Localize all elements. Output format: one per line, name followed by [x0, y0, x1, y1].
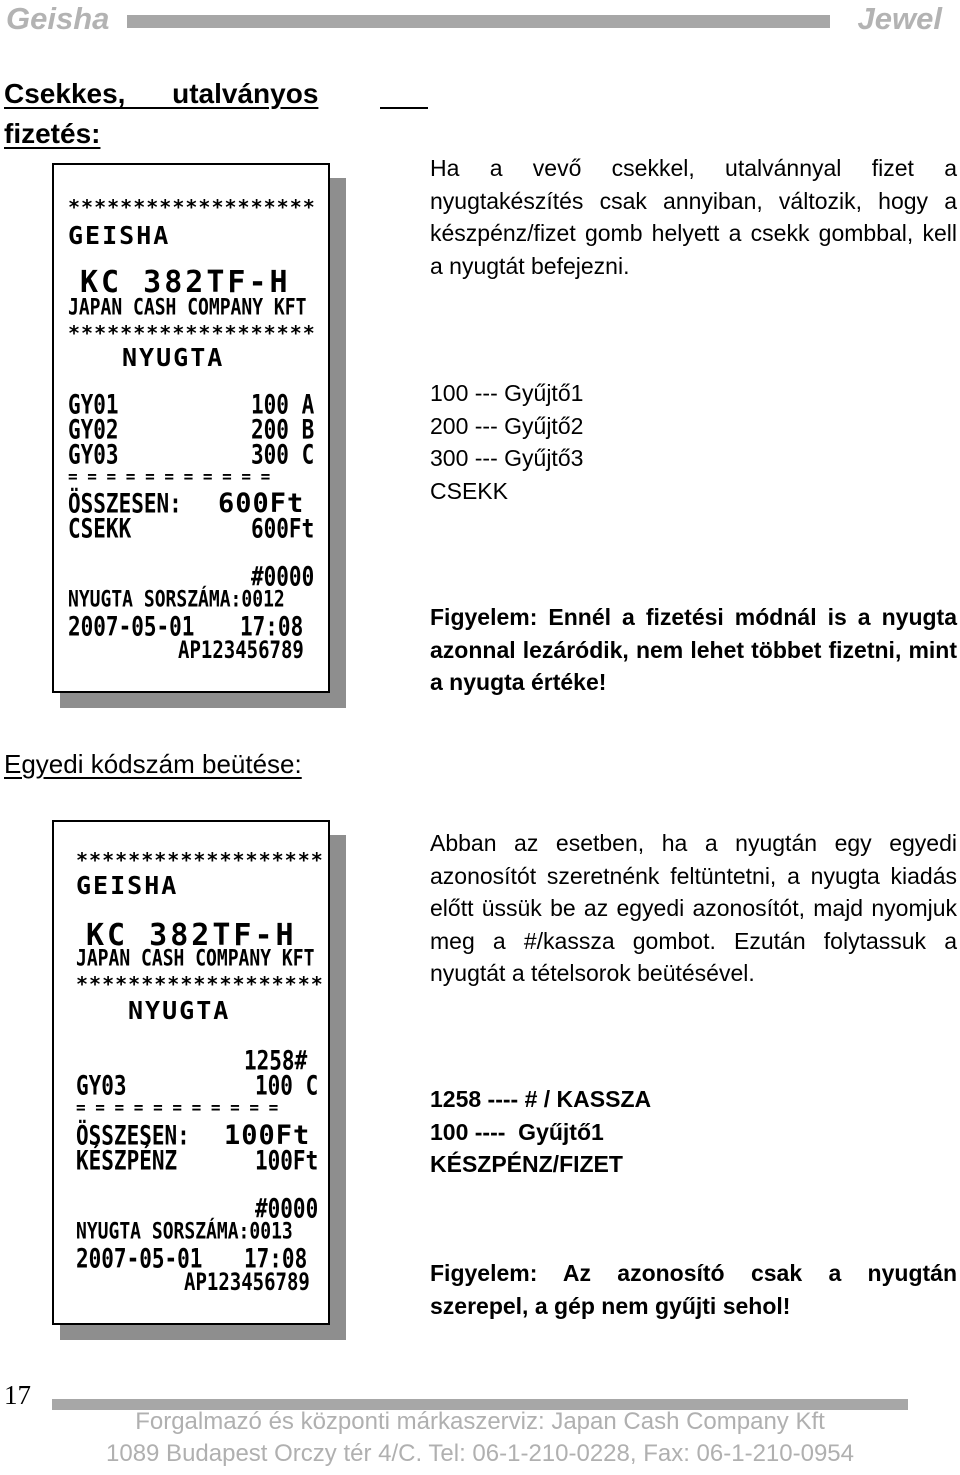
receipt2-code: 1258# [244, 1045, 308, 1076]
section2-title: Egyedi kódszám beütése: [4, 749, 302, 779]
section1-key-line: 300 --- Gyűjtő3 [430, 445, 584, 471]
receipt2-pay-value: 100Ft [255, 1145, 319, 1176]
section2-paragraph: Abban az esetben, ha a nyugtán egy egyedi azonosítót szeretnénk feltüntetni, a nyugta kiadás előtt üssük be az egyedi azonosítót, majd nyomjuk meg a #/kassza gombot. Ezután folytassuk a nyugtát a tételsorok beütésével. [430, 830, 957, 986]
receipt2-total-value: 100Ft [224, 1120, 311, 1151]
section1-key-line: 200 --- Gyűjtő2 [430, 412, 584, 439]
section2-key-line: 100 ---- Gyűjtő1 [430, 1118, 604, 1145]
receipt2-serial: NYUGTA SORSZÁMA:0013 [76, 1218, 293, 1245]
receipt1-row-value: 200 B [251, 414, 315, 445]
receipt1-row-label: GY03 [68, 439, 119, 470]
receipt2-total-label: ÖSSZESEN: [76, 1120, 190, 1151]
receipt2-row-label: GY03 [76, 1070, 127, 1101]
section1-key-list [430, 377, 583, 507]
header-rule [127, 15, 830, 28]
footer-line2: 1089 Budapest Orczy tér 4/C. Tel: 06-1-210-0228, Fax: 06-1-210-0954 [106, 1440, 854, 1467]
receipt1-row-label: GY02 [68, 414, 119, 445]
section2-key-line: 1258 ---- # / KASSZA [430, 1086, 652, 1112]
section1-title-line1: Csekkes, utalványos [4, 78, 319, 109]
receipt2-row-value: 100 C [255, 1070, 319, 1101]
receipt1-date: 2007-05-01 [68, 611, 195, 642]
section2-key-list [430, 1083, 651, 1181]
receipt1-stars-bottom: ******************* [68, 321, 316, 345]
section1-title-underline-ext [380, 107, 428, 109]
receipt1-row-value: 100 A [251, 389, 315, 420]
page-number: 17 [4, 1380, 31, 1410]
receipt2-pay-label: KÉSZPÉNZ [76, 1145, 178, 1176]
receipt1-ap: AP123456789 [178, 636, 304, 664]
receipt2-time: 17:08 [244, 1243, 308, 1274]
section1-title-line2: fizetés: [4, 118, 101, 149]
receipt1 [52, 163, 330, 693]
receipt2-company: JAPAN CASH COMPANY KFT [76, 945, 315, 972]
receipt1-pay-value: 600Ft [251, 513, 315, 544]
receipt2 [52, 820, 330, 1325]
header-brand-right: Jewel [857, 1, 942, 36]
receipt1-time: 17:08 [240, 611, 304, 642]
receipt1-brand: GEISHA [68, 221, 171, 250]
footer-line1: Forgalmazó és központi márkaszerviz: Japan Cash Company Kft [135, 1408, 825, 1435]
receipt1-total-label: ÖSSZESEN: [68, 488, 182, 519]
receipt2-brand: GEISHA [76, 871, 179, 900]
section2-warning: Figyelem: Az azonosító csak a nyugtán szerepel, a gép nem gyűjti sehol! [430, 1260, 957, 1319]
receipt1-total-value: 600Ft [218, 488, 305, 519]
receipt2-number: #0000 [255, 1193, 319, 1224]
receipt1-row-label: GY01 [68, 389, 119, 420]
receipt2-divider: = = = = = = = = = = = [76, 1098, 279, 1117]
section1-key-line: 100 --- Gyűjtő1 [430, 380, 584, 406]
receipt2-stars-bottom: ******************* [76, 972, 324, 996]
receipt1-divider: = = = = = = = = = = = [68, 467, 271, 486]
receipt1-row-value: 300 C [251, 439, 315, 470]
receipt1-title: NYUGTA [122, 343, 225, 372]
section1-paragraph: Ha a vevő csekkel, utalvánnyal fizet a nyugtakészítés csak annyiban, változik, hogy a készpénz/fizet gomb helyett a csekk gombbal, kell a nyugtát befejezni. [430, 155, 957, 279]
section2-key-line: KÉSZPÉNZ/FIZET [430, 1151, 623, 1177]
receipt1-model: KC 382TF-H [80, 265, 291, 300]
receipt1-stars-top: ******************* [68, 195, 316, 219]
receipt1-company: JAPAN CASH COMPANY KFT [68, 294, 307, 321]
header-brand-left: Geisha [6, 1, 110, 36]
section1-key-line: CSEKK [430, 477, 508, 504]
section1-warning: Figyelem: Ennél a fizetési módnál is a nyugta azonnal lezáródik, nem lehet többet fizetni, mint a nyugta értéke! [430, 604, 957, 695]
receipt1-number: #0000 [251, 561, 315, 592]
receipt2-date: 2007-05-01 [76, 1243, 203, 1274]
receipt1-pay-label: CSEKK [68, 513, 132, 544]
receipt2-model: KC 382TF-H [86, 918, 297, 953]
receipt2-stars-top: ******************* [76, 848, 324, 872]
receipt2-title: NYUGTA [128, 996, 231, 1025]
receipt2-ap: AP123456789 [184, 1268, 310, 1296]
receipt1-serial: NYUGTA SORSZÁMA:0012 [68, 586, 285, 613]
